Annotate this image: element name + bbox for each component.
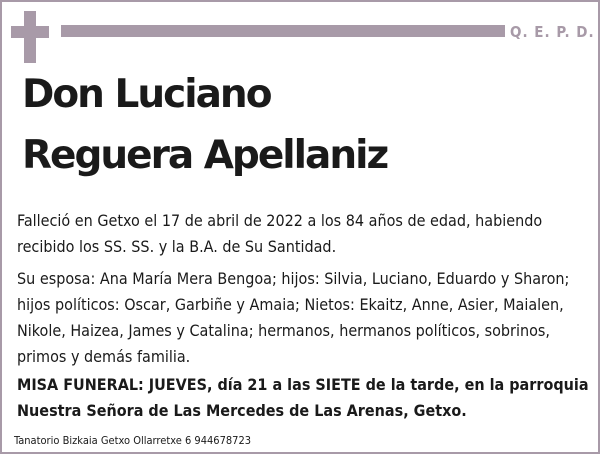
funeral-home-info: Tanatorio Bizkaia Getxo Ollarretxe 6 944678723 <box>14 434 252 447</box>
cross-horizontal-bar <box>11 26 49 38</box>
cross-icon <box>11 11 51 63</box>
family-list: Su esposa: Ana María Mera Bengoa; hijos: Silvia, Luciano, Eduardo y Sharon; hijos políticos: Oscar, Garbiñe y Amaia; Nietos: Ekaitz, Anne, Asier, Maialen, Nikole, Haizea, James y Catalina; hermanos, hermanos políticos, sobrinos, primos y demás familia. <box>17 269 570 366</box>
header-divider <box>61 25 505 37</box>
deceased-name-line2: Reguera Apellaniz <box>22 133 388 178</box>
death-notice: Falleció en Getxo el 17 de abril de 2022 a los 84 años de edad, habiendo recibido los SS. SS. y la B.A. de Su Santidad. <box>17 211 543 256</box>
funeral-mass-info: MISA FUNERAL: JUEVES, día 21 a las SIETE de la tarde, en la parroquia Nuestra Señora de Las Mercedes de Las Arenas, Getxo. <box>17 375 589 420</box>
deceased-name-line1: Don Luciano <box>22 72 271 117</box>
qepd-badge: Q. E. P. D. <box>510 23 595 41</box>
